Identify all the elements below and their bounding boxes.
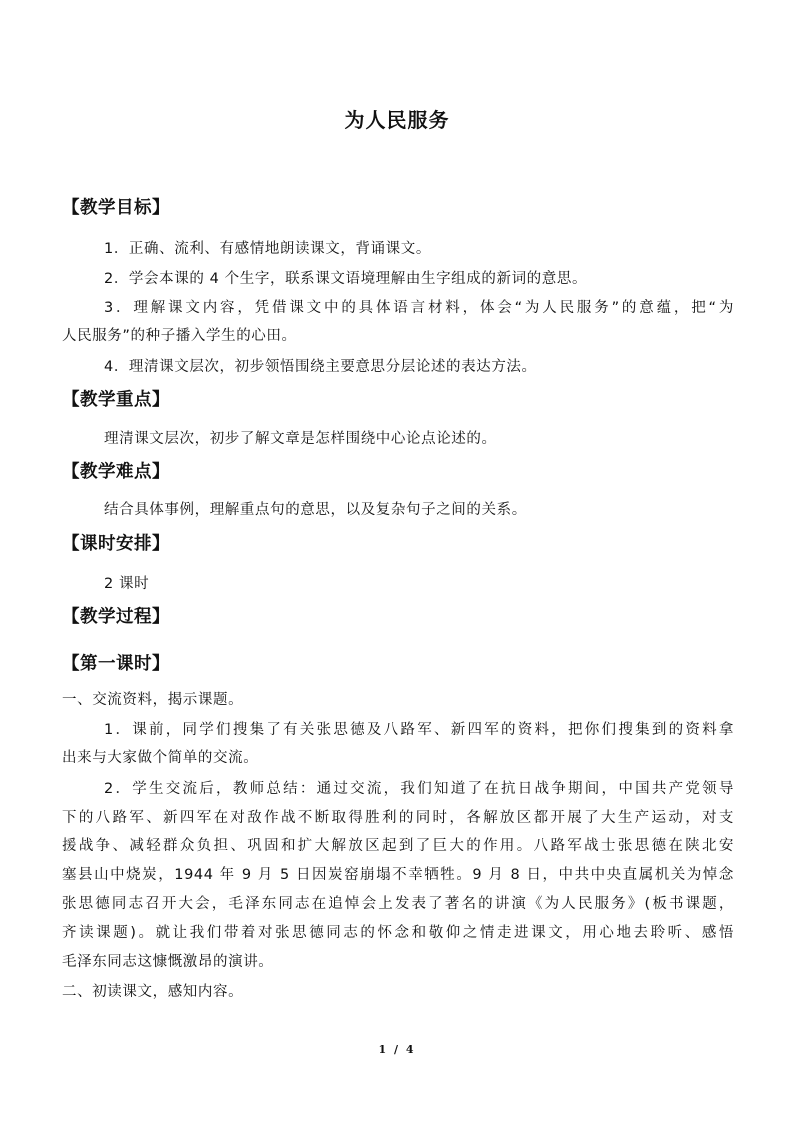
heading-teaching-process: 【教学过程】 [62, 607, 170, 627]
heading-first-lesson: 【第一课时】 [62, 654, 170, 674]
goal-item-3: 3．理解课文内容，凭借课文中的具体语言材料，体会“为人民服务”的意蕴，把“为 [104, 300, 734, 316]
goal-item-3-cont: 人民服务”的种子播入学生的心田。 [62, 328, 297, 344]
heading-teaching-goals: 【教学目标】 [62, 198, 170, 218]
step-2-title: 二、初读课文，感知内容。 [62, 984, 244, 1000]
key-points-text: 理清课文层次，初步了解文章是怎样围绕中心论点论述的。 [104, 431, 497, 447]
goal-item-1: 1．正确、流利、有感情地朗读课文，背诵课文。 [104, 241, 431, 257]
paragraph-2-line-2: 下的八路军、新四军在对敌作战不断取得胜利的同时，各解放区都开展了大生产运动，对支 [62, 810, 734, 826]
heading-schedule: 【课时安排】 [62, 534, 170, 554]
paragraph-2-line-5: 张思德同志召开大会，毛泽东同志在追悼会上发表了著名的讲演《为人民服务》(板书课题， [62, 896, 734, 912]
difficulties-text: 结合具体事例，理解重点句的意思，以及复杂句子之间的关系。 [104, 502, 527, 518]
paragraph-2-line-7: 毛泽东同志这慷慨激昂的演讲。 [62, 954, 274, 970]
page-number: 1 / 4 [378, 1043, 416, 1056]
goal-item-2: 2．学会本课的 4 个生字，联系课文语境理解由生字组成的新词的意思。 [104, 271, 588, 287]
paragraph-2-line-6: 齐读课题)。就让我们带着对张思德同志的怀念和敬仰之情走进课文，用心地去聆听、感悟 [62, 925, 734, 941]
paragraph-2-line-1: 2．学生交流后，教师总结：通过交流，我们知道了在抗日战争期间，中国共产党领导 [104, 781, 734, 797]
heading-difficulties: 【教学难点】 [62, 462, 170, 482]
goal-item-4: 4．理清课文层次，初步领悟围绕主要意思分层论述的表达方法。 [104, 359, 537, 375]
paragraph-1-line-1: 1．课前，同学们搜集了有关张思德及八路军、新四军的资料，把你们搜集到的资料拿 [104, 722, 734, 738]
step-1-title: 一、交流资料，揭示课题。 [62, 692, 244, 708]
schedule-text: 2 课时 [104, 576, 150, 592]
page-title: 为人民服务 [344, 108, 450, 132]
paragraph-2-line-4: 塞县山中烧炭，1944 年 9 月 5 日因炭窑崩塌不幸牺牲。9 月 8 日，中共中央直属机关为悼念 [62, 867, 734, 883]
paragraph-1-line-2: 出来与大家做个简单的交流。 [62, 750, 259, 766]
paragraph-2-line-3: 援战争、减轻群众负担、巩固和扩大解放区起到了巨大的作用。八路军战士张思德在陕北安 [62, 838, 734, 854]
heading-key-points: 【教学重点】 [62, 390, 170, 410]
